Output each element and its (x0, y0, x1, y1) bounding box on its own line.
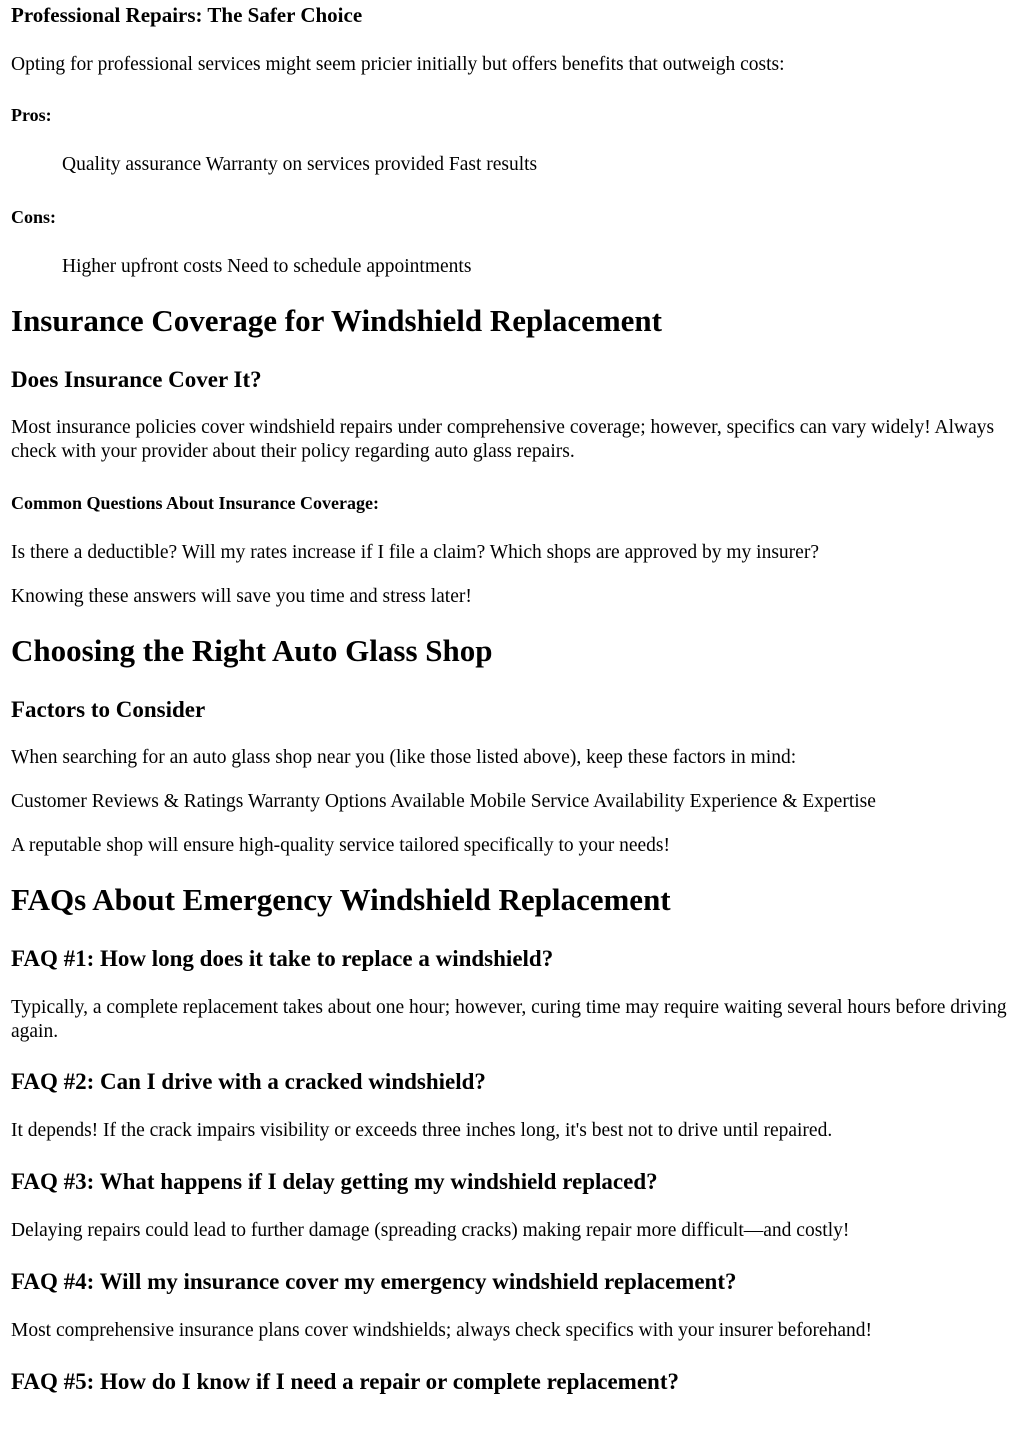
section-heading-insurance: Insurance Coverage for Windshield Replacement (11, 303, 662, 338)
pros-label: Pros: (11, 105, 52, 125)
faq-answer-2: It depends! If the crack impairs visibility or exceeds three inches long, it's best not to drive until repaired. (11, 1120, 833, 1141)
pros-list: Quality assurance Warranty on services provided Fast results (62, 154, 538, 175)
insurance-questions: Is there a deductible? Will my rates increase if I file a claim? Which shops are approved by my insurer? (11, 542, 819, 563)
faq-question-4: FAQ #4: Will my insurance cover my emergency windshield replacement? (11, 1269, 737, 1294)
faq-question-2: FAQ #2: Can I drive with a cracked windshield? (11, 1069, 486, 1094)
professional-intro: Opting for professional services might seem pricier initially but offers benefits that outweigh costs: (11, 54, 785, 75)
faq-answer-1: Typically, a complete replacement takes about one hour; however, curing time may require waiting several hours before driving again. (11, 997, 1007, 1042)
faq-answer-3: Delaying repairs could lead to further damage (spreading cracks) making repair more difficult—and costly! (11, 1220, 850, 1241)
faq-question-1: FAQ #1: How long does it take to replace a windshield? (11, 946, 554, 971)
section-heading-professional: Professional Repairs: The Safer Choice (11, 3, 363, 27)
cons-list: Higher upfront costs Need to schedule appointments (62, 256, 472, 277)
cons-label: Cons: (11, 207, 57, 227)
faq-question-5: FAQ #5: How do I know if I need a repair or complete replacement? (11, 1369, 679, 1394)
shop-closing: A reputable shop will ensure high-quality service tailored specifically to your needs! (11, 835, 671, 856)
insurance-subheading: Does Insurance Cover It? (11, 367, 262, 392)
insurance-body: Most insurance policies cover windshield repairs under comprehensive coverage; however, specifics can vary widely! Always check with your provider about their policy regarding auto glass repairs. (11, 417, 995, 462)
section-heading-shop: Choosing the Right Auto Glass Shop (11, 633, 493, 668)
insurance-closing: Knowing these answers will save you time and stress later! (11, 586, 472, 607)
section-heading-faqs: FAQs About Emergency Windshield Replacement (11, 882, 671, 917)
shop-intro: When searching for an auto glass shop near you (like those listed above), keep these factors in mind: (11, 747, 797, 768)
faq-answer-4: Most comprehensive insurance plans cover windshields; always check specifics with your insurer beforehand! (11, 1320, 872, 1341)
insurance-questions-label: Common Questions About Insurance Coverage: (11, 493, 380, 513)
faq-question-3: FAQ #3: What happens if I delay getting my windshield replaced? (11, 1169, 658, 1194)
shop-factors: Customer Reviews & Ratings Warranty Options Available Mobile Service Availability Experience & Expertise (11, 791, 876, 812)
shop-subheading: Factors to Consider (11, 697, 206, 722)
